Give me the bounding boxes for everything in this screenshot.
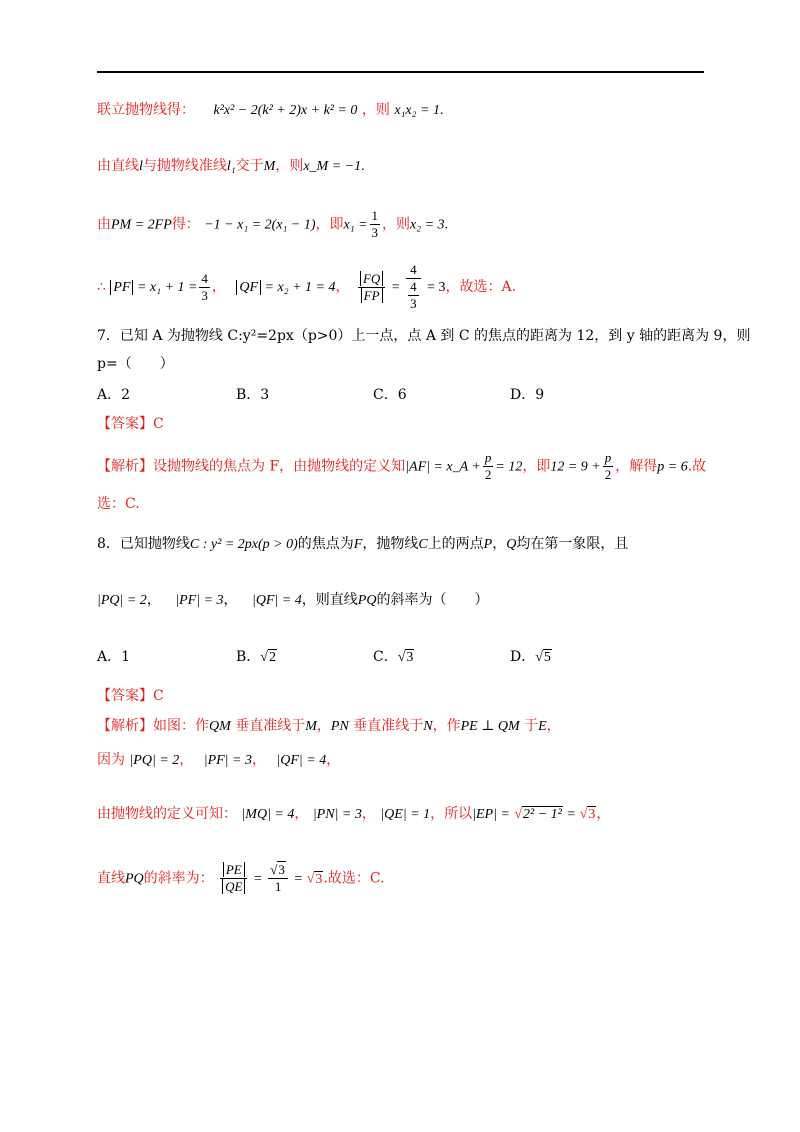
question-8-stem: 8．已知抛物线C : y² = 2px(p > 0)的焦点为F，抛物线C上的两点P，Q均在第一象限，且 — [97, 536, 629, 552]
solution-line-4: ∴ PF = x₁ + 1 = $\frac{4}{3}$ ， QF = x₂ + 1 = 4， $\frac{FQ}{FP}$ = 4 4 3 = 3，故选：A. — [97, 262, 517, 311]
q7-option-b: B．3 — [236, 387, 270, 403]
equation-vector: PM = 2FP — [111, 217, 172, 233]
q8-option-d: D．√5 — [510, 649, 551, 665]
q8-explanation-3: 由抛物线的定义可知： |MQ| = 4， |PN| = 3， |QE| = 1，所以|EP| = √2² − 1² = √3， — [97, 806, 611, 822]
question-7-stem-2: p=（ ） — [97, 356, 174, 372]
q7-option-c: C．6 — [373, 387, 407, 403]
equation-xm: x_M = −1 — [303, 159, 362, 174]
equation-product: x₁x₂ = 1 — [394, 103, 440, 118]
fraction-one-third: $\frac{1}{3}$ — [371, 208, 379, 240]
q7-explanation: 【解析】设抛物线的焦点为 F，由抛物线的定义知|AF| = x_A + $\frac{p}{2}$ = 12，即12 = 9 + $\frac{p}{2}$ ，解得p = 6.故 — [97, 450, 707, 482]
q8-explanation-1: 【解析】如图：作QM 垂直准线于M，PN 垂直准线于N，作PE ⊥ QM 于E， — [97, 718, 561, 734]
q8-option-c: C．√3 — [373, 649, 414, 665]
q7-explanation-2: 选：C. — [97, 496, 140, 512]
q8-option-b: B．√2 — [236, 649, 276, 665]
question-8-conditions: |PQ| = 2， |PF| = 3， |QF| = 4，则直线PQ的斜率为（ ） — [97, 592, 489, 608]
q7-option-d: D．9 — [510, 387, 545, 403]
solution-line-1: 联立抛物线得： k²x² − 2(k² + 2)x + k² = 0 ，则 x₁x₂ = 1. — [97, 102, 444, 118]
equation-linear: −1 − x₁ = 2(x₁ − 1) — [204, 217, 316, 233]
q8-explanation-2: 因为 |PQ| = 2， |PF| = 3， |QF| = 4， — [97, 752, 341, 768]
header-rule — [97, 71, 704, 73]
solution-line-2: 由直线l与抛物线准线l₁交于M，则x_M = −1. — [97, 158, 365, 174]
q7-answer: 【答案】C — [97, 416, 164, 432]
q8-explanation-4: 直线PQ的斜率为： $\frac{PE}{QE}$ = $\frac{√3}{1}$ = √3.故选：C. — [97, 862, 385, 894]
solution-line-3: 由PM = 2FP得： −1 − x₁ = 2(x₁ − 1)，即x₁ = $\frac{1}{3}$ ，则x₂ = 3. — [97, 208, 449, 240]
q7-option-a: A．2 — [97, 387, 131, 403]
q8-answer: 【答案】C — [97, 688, 164, 704]
question-7-stem: 7．已知 A 为抛物线 C:y²=2px（p>0）上一点，点 A 到 C 的焦点的距离为 12，到 y 轴的距离为 9，则 — [97, 328, 751, 344]
q8-option-a: A．1 — [97, 649, 131, 665]
equation-quadratic: k²x² − 2(k² + 2)x + k² = 0 — [213, 103, 358, 118]
